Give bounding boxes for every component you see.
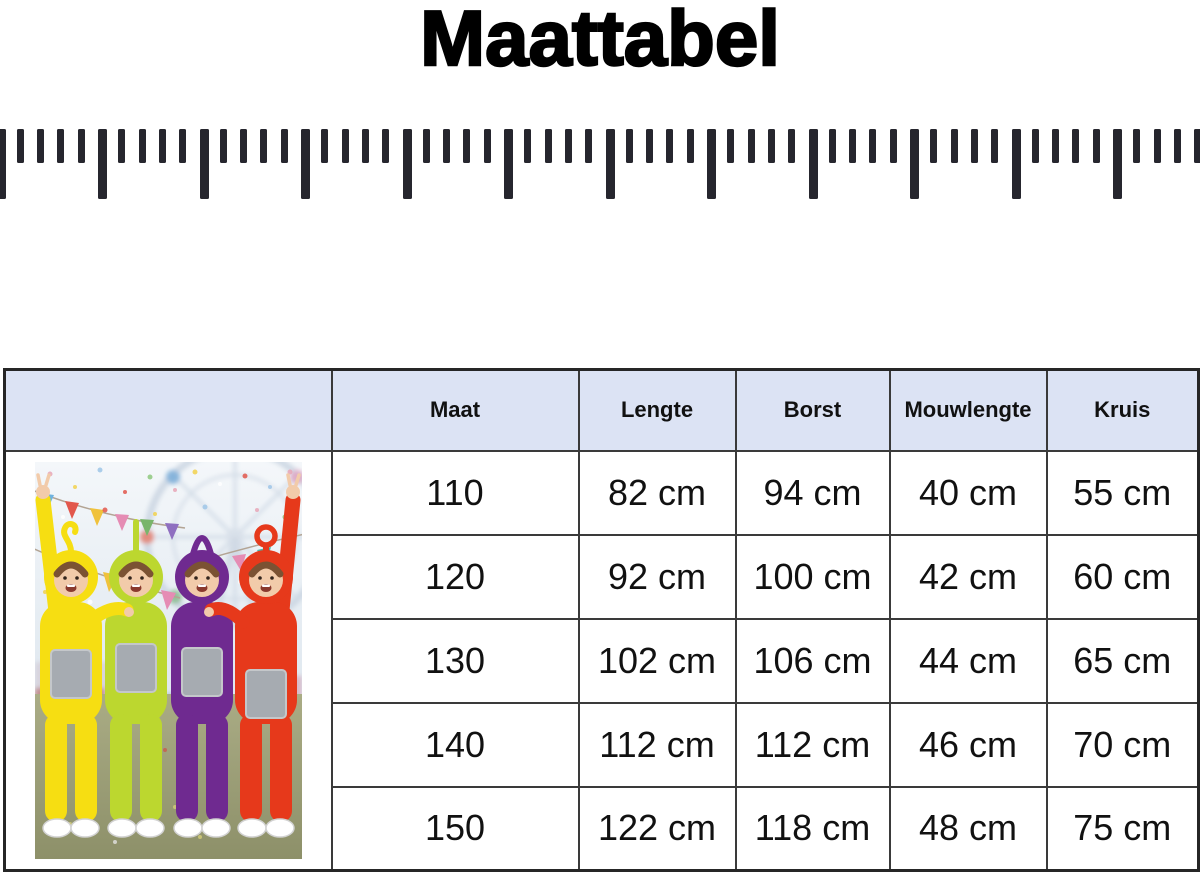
cell-lengte: 82 cm [579,451,736,535]
cell-maat: 130 [332,619,579,703]
table-row [5,451,1199,535]
ruler-tick [17,129,24,163]
ruler-tick [585,129,592,163]
ruler-tick [1012,129,1021,199]
ruler-tick [118,129,125,163]
ruler-tick [321,129,328,163]
cell-mouwlengte: 48 cm [890,787,1047,871]
ruler-tick [565,129,572,163]
ruler-tick [342,129,349,163]
cell-mouwlengte: 42 cm [890,535,1047,619]
cell-borst: 118 cm [736,787,890,871]
header-row [5,370,1199,451]
ruler-tick [1113,129,1122,199]
ruler-tick [971,129,978,163]
cell-kruis: 60 cm [1047,535,1199,619]
cell-maat: 140 [332,703,579,787]
ruler-tick [646,129,653,163]
ruler-tick [301,129,310,199]
cell-lengte: 102 cm [579,619,736,703]
ruler-tick [991,129,998,163]
ruler-tick [687,129,694,163]
cell-lengte: 112 cm [579,703,736,787]
ruler-tick [78,129,85,163]
ruler-tick [666,129,673,163]
cell-mouwlengte: 46 cm [890,703,1047,787]
ruler-tick [1133,129,1140,163]
cell-mouwlengte: 44 cm [890,619,1047,703]
ruler-tick [1072,129,1079,163]
ruler-tick [1052,129,1059,163]
ruler-tick [1032,129,1039,163]
cell-borst: 94 cm [736,451,890,535]
cell-kruis: 55 cm [1047,451,1199,535]
ruler-tick [57,129,64,163]
ruler-tick [748,129,755,163]
cell-maat: 120 [332,535,579,619]
ruler-tick [890,129,897,163]
ruler-tick [809,129,818,199]
ruler-tick [403,129,412,199]
ruler-tick [1154,129,1161,163]
ruler-tick [849,129,856,163]
ruler-tick [98,129,107,199]
page-title: Maattabel [420,0,780,82]
cell-maat: 110 [332,451,579,535]
col-header-mouwlengte: Mouwlengte [890,370,1047,451]
col-header-photo [5,370,332,451]
ruler-tick [1093,129,1100,163]
ruler-tick [139,129,146,163]
ruler-tick [0,129,6,199]
cell-kruis: 75 cm [1047,787,1199,871]
ruler-tick [788,129,795,163]
cell-mouwlengte: 40 cm [890,451,1047,535]
ruler-tick [37,129,44,163]
photo-cell [5,451,332,871]
ruler-tick [524,129,531,163]
cell-kruis: 65 cm [1047,619,1199,703]
cell-kruis: 70 cm [1047,703,1199,787]
ruler-tick [200,129,209,199]
ruler-tick [626,129,633,163]
ruler-tick [951,129,958,163]
size-table [3,368,1200,872]
col-header-kruis: Kruis [1047,370,1199,451]
ruler-tick [463,129,470,163]
ruler-tick [707,129,716,199]
cell-borst: 100 cm [736,535,890,619]
ruler-tick [362,129,369,163]
ruler-tick [606,129,615,199]
ruler-tick [179,129,186,163]
ruler-tick [159,129,166,163]
ruler-tick [220,129,227,163]
ruler-tick [1194,129,1200,163]
ruler-tick [1174,129,1181,163]
ruler-tick [281,129,288,163]
ruler-tick [484,129,491,163]
ruler-tick [240,129,247,163]
col-header-maat: Maat [332,370,579,451]
ruler-tick [382,129,389,163]
ruler-tick [910,129,919,199]
teletubbies-photo [35,462,302,859]
cell-lengte: 122 cm [579,787,736,871]
ruler-tick [727,129,734,163]
ruler-tick [545,129,552,163]
cell-borst: 112 cm [736,703,890,787]
ruler-tick [930,129,937,163]
ruler-tick [829,129,836,163]
ruler-tick [768,129,775,163]
ruler-tick [443,129,450,163]
ruler-tick [260,129,267,163]
cell-lengte: 92 cm [579,535,736,619]
cell-borst: 106 cm [736,619,890,703]
cell-maat: 150 [332,787,579,871]
ruler-tick [504,129,513,199]
col-header-borst: Borst [736,370,890,451]
measuring-ruler [0,129,1200,199]
ruler-tick [869,129,876,163]
ruler-tick [423,129,430,163]
col-header-lengte: Lengte [579,370,736,451]
